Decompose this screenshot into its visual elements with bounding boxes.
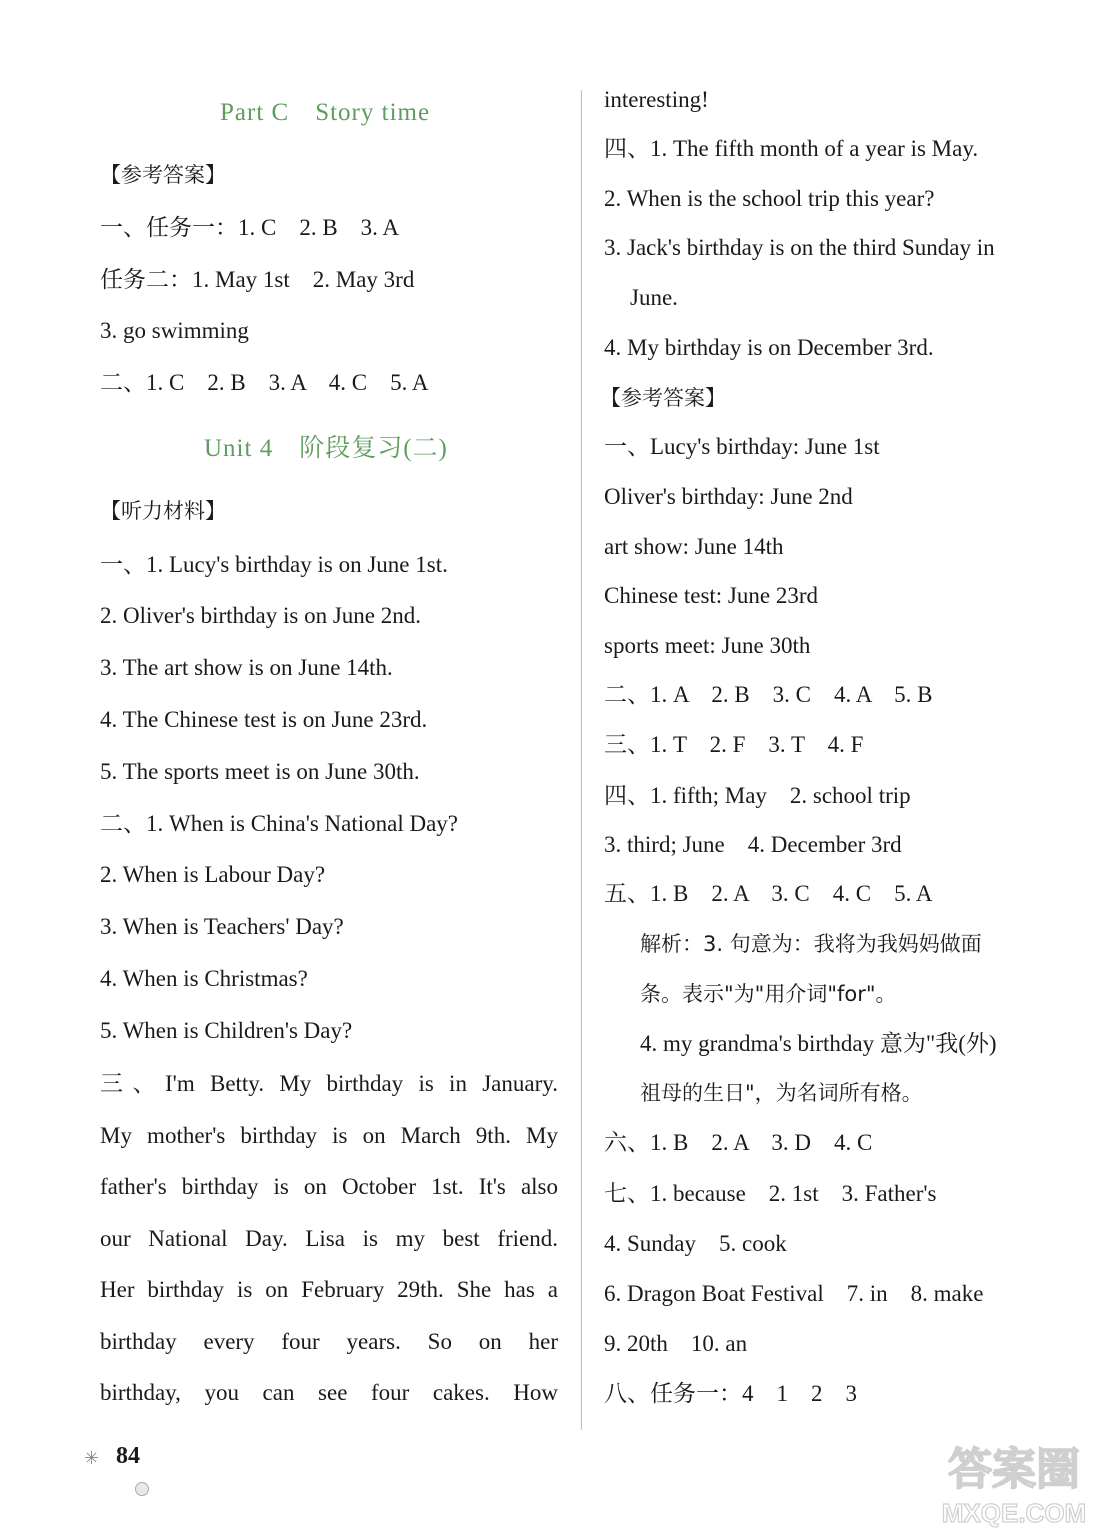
watermark-url: MXQE.COM: [941, 1498, 1087, 1528]
answer-line: 四、1. fifth; May 2. school trip: [604, 783, 911, 808]
listening-heading: 【听力材料】: [100, 499, 226, 523]
answer-line: 七、1. because 2. 1st 3. Father's: [604, 1181, 937, 1206]
ref-answer-heading: 【参考答案】: [100, 163, 226, 187]
answer-line: 二、1. C 2. B 3. A 4. C 5. A: [100, 370, 429, 395]
listening-line: 2. When is the school trip this year?: [604, 186, 935, 211]
watermark-logo: [924, 1422, 1104, 1532]
answer-line: 六、1. B 2. A 3. D 4. C: [604, 1130, 873, 1155]
passage-line: birthday, you can see four cakes. How: [100, 1380, 558, 1405]
answer-line: 任务二：1. May 1st 2. May 3rd: [100, 267, 415, 292]
listening-line: 2. When is Labour Day?: [100, 862, 326, 887]
unit-title: Unit 4 阶段复习(二): [204, 435, 448, 462]
answer-line: 3. third; June 4. December 3rd: [604, 832, 902, 857]
answer-line: Chinese test: June 23rd: [604, 583, 818, 608]
watermark-cn: 答案圈: [948, 1444, 1080, 1495]
answer-line: 一、任务一：1. C 2. B 3. A: [100, 215, 400, 240]
star-icon: ✳: [84, 1448, 100, 1468]
explanation-line: 条。表示"为"用介词"for"。: [640, 982, 897, 1006]
answer-line: 6. Dragon Boat Festival 7. in 8. make: [604, 1281, 984, 1306]
listening-line: 4. The Chinese test is on June 23rd.: [100, 707, 428, 732]
listening-line: 5. When is Children's Day?: [100, 1018, 353, 1043]
passage-line: father's birthday is on October 1st. It's also: [100, 1174, 558, 1199]
answer-line: 三、1. T 2. F 3. T 4. F: [604, 732, 864, 757]
listening-line: 5. The sports meet is on June 30th.: [100, 759, 420, 784]
part-c-title: Part C Story time: [220, 99, 431, 126]
listening-line: 2. Oliver's birthday is on June 2nd.: [100, 603, 422, 628]
listening-line: 4. When is Christmas?: [100, 966, 308, 991]
listening-line: 4. My birthday is on December 3rd.: [604, 335, 934, 360]
listening-line: 一、1. Lucy's birthday is on June 1st.: [100, 552, 448, 577]
answer-line: 4. Sunday 5. cook: [604, 1231, 787, 1256]
answer-line: 二、1. A 2. B 3. C 4. A 5. B: [604, 682, 933, 707]
listening-line: 3. The art show is on June 14th.: [100, 655, 393, 680]
listening-line: June.: [630, 285, 678, 310]
passage-line: 三、I'm Betty. My birthday is in January.: [100, 1071, 558, 1096]
listening-line: 四、1. The fifth month of a year is May.: [604, 136, 979, 161]
passage-line: My mother's birthday is on March 9th. My: [100, 1123, 558, 1148]
answer-line: Oliver's birthday: June 2nd: [604, 484, 853, 509]
listening-line: 二、1. When is China's National Day?: [100, 811, 459, 836]
listening-line: 3. Jack's birthday is on the third Sunday in: [604, 235, 995, 260]
answer-line: 八、任务一：4 1 2 3: [604, 1381, 857, 1406]
explanation-line: 祖母的生日"，为名词所有格。: [640, 1081, 923, 1105]
passage-line: birthday every four years. So on her: [100, 1329, 558, 1354]
answer-line: 五、1. B 2. A 3. C 4. C 5. A: [604, 881, 933, 906]
answer-line: 一、Lucy's birthday: June 1st: [604, 434, 880, 459]
explanation-line: 解析：3. 句意为：我将为我妈妈做面: [640, 932, 982, 956]
circle-icon: [135, 1482, 149, 1496]
listening-line: 3. When is Teachers' Day?: [100, 914, 344, 939]
page-number: 84: [116, 1443, 140, 1469]
explanation-line: 4. my grandma's birthday 意为"我(外): [640, 1031, 997, 1056]
answer-line: 3. go swimming: [100, 318, 249, 343]
passage-line: Her birthday is on February 29th. She has a: [100, 1277, 558, 1302]
answer-line: 9. 20th 10. an: [604, 1331, 748, 1356]
answer-line: sports meet: June 30th: [604, 633, 811, 658]
ref-answer-heading: 【参考答案】: [600, 386, 726, 410]
passage-line: interesting!: [604, 87, 709, 112]
answer-line: art show: June 14th: [604, 534, 784, 559]
passage-line: our National Day. Lisa is my best friend.: [100, 1226, 558, 1251]
column-divider: [581, 90, 582, 1430]
